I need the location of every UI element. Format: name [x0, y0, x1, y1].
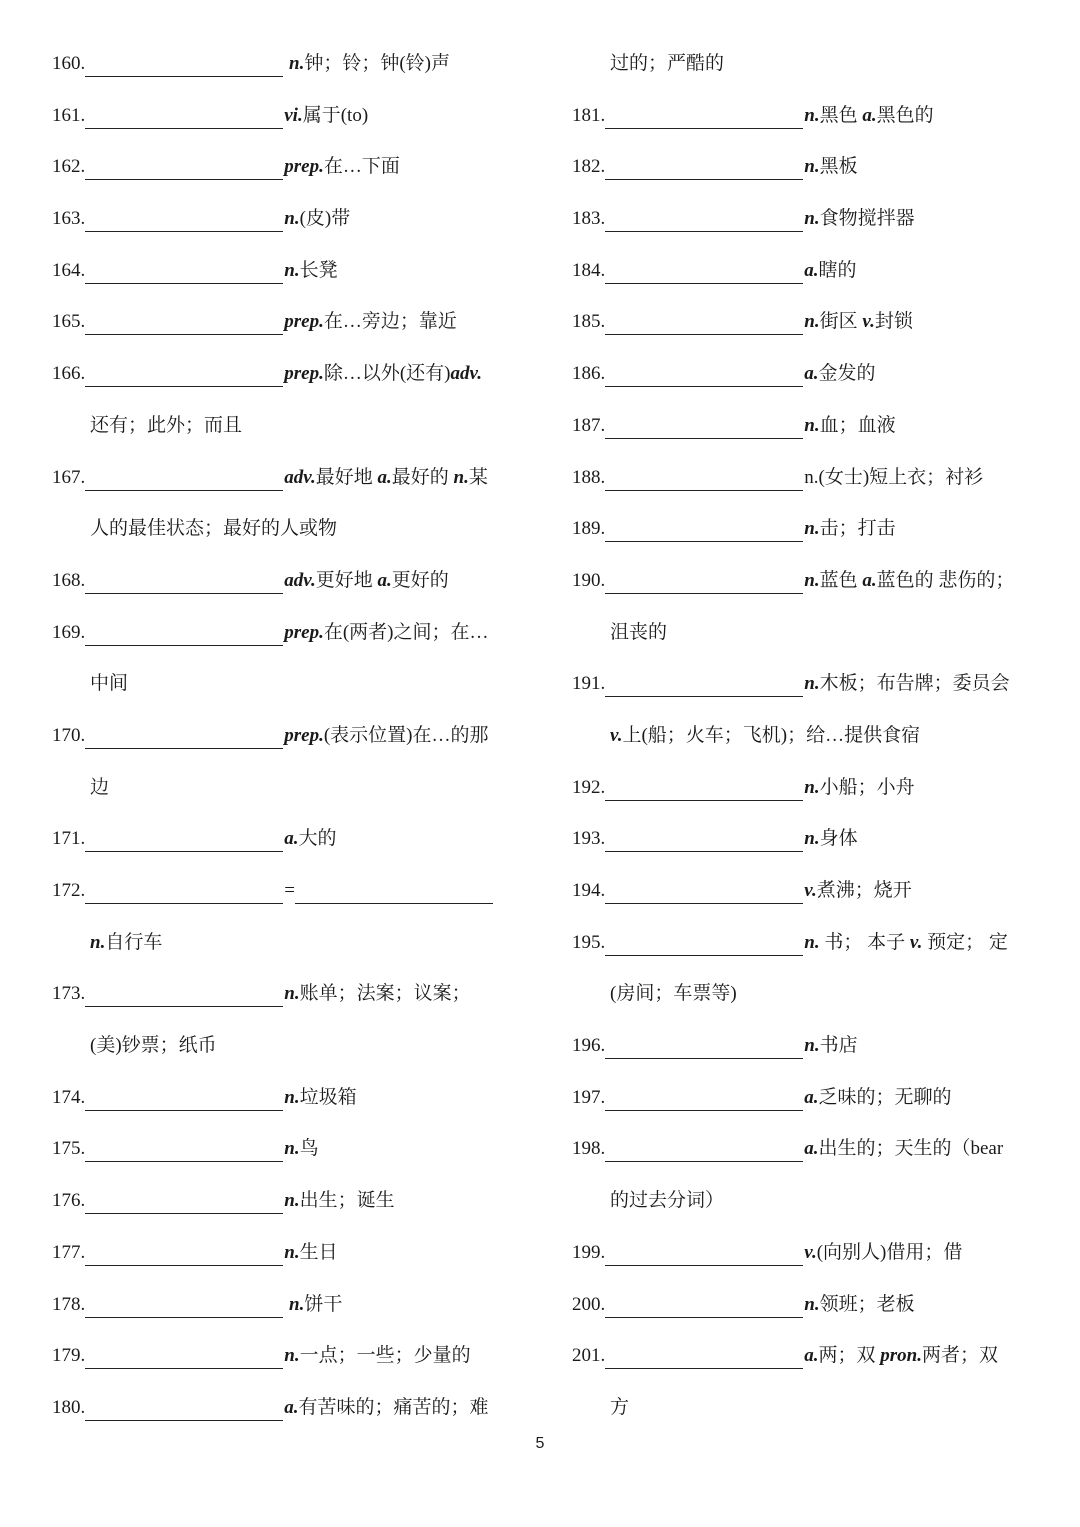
vocab-entry [52, 1279, 522, 1331]
answer-blank[interactable] [85, 98, 283, 129]
part-of-speech: prep. [284, 156, 324, 178]
vocab-entry [572, 296, 1042, 348]
definition-text: 长凳 [299, 259, 338, 281]
vocab-entry [572, 348, 1042, 400]
part-of-speech: prep. [284, 621, 324, 643]
entry-number: 200. [572, 1293, 606, 1315]
part-of-speech: n. [284, 983, 300, 1005]
answer-blank[interactable] [605, 770, 803, 801]
answer-blank[interactable] [85, 718, 283, 749]
definition-text: 钟；铃；钟(铃)声 [304, 53, 450, 74]
continuation-line [52, 400, 522, 452]
vocab-entry [572, 503, 1042, 555]
answer-blank[interactable] [85, 1390, 283, 1421]
vocab-entry [52, 555, 522, 607]
answer-blank[interactable] [605, 511, 803, 542]
continuation-line [572, 710, 1042, 762]
part-of-speech: adv. [450, 363, 482, 385]
definition-text: 鸟 [299, 1138, 319, 1160]
answer-blank[interactable] [605, 408, 803, 439]
definition-text: n.(女士)短上衣；衬衫 [804, 466, 984, 488]
answer-blank[interactable] [605, 666, 803, 697]
definition-text: 大的 [298, 828, 337, 850]
definition-text: 沮丧的 [610, 621, 668, 643]
answer-blank[interactable] [605, 925, 803, 956]
vocab-entry [572, 193, 1042, 245]
entry-number: 182. [572, 156, 606, 178]
vocab-entry [572, 1072, 1042, 1124]
vocab-entry [572, 245, 1042, 297]
entry-number: 181. [572, 104, 606, 126]
answer-blank[interactable] [85, 1183, 283, 1214]
definition-text: 一点；一些；少量的 [299, 1345, 471, 1367]
entry-number: 161. [52, 104, 86, 126]
definition-text: 两；双 [818, 1345, 881, 1367]
part-of-speech: prep. [284, 311, 324, 333]
entry-number: 196. [572, 1035, 606, 1057]
definition-text: 木板；布告牌；委员会 [819, 673, 1010, 695]
vocab-entry [52, 296, 522, 348]
definition-text: 煮沸；烧开 [816, 880, 912, 901]
entry-number: 176. [52, 1190, 86, 1212]
entry-number: 198. [572, 1138, 606, 1160]
vocab-entry [572, 1227, 1042, 1279]
answer-blank[interactable] [85, 1287, 283, 1318]
part-of-speech: v. [804, 880, 817, 901]
answer-blank[interactable] [605, 253, 803, 284]
continuation-line [52, 762, 522, 814]
equals-sign: = [284, 880, 295, 901]
vocab-entry [572, 1020, 1042, 1072]
answer-blank[interactable] [605, 1080, 803, 1111]
part-of-speech: n. [284, 1345, 300, 1367]
part-of-speech: n. [804, 828, 820, 850]
definition-text: 最好的 [391, 466, 454, 488]
vocab-entry [52, 813, 522, 865]
answer-blank[interactable] [85, 1080, 283, 1111]
vocab-entry [52, 865, 522, 917]
continuation-line [572, 968, 1042, 1020]
part-of-speech: n. [284, 1138, 300, 1160]
entry-number: 163. [52, 208, 86, 230]
entry-number: 201. [572, 1345, 606, 1367]
answer-blank[interactable] [605, 460, 803, 491]
entry-number: 187. [572, 414, 606, 436]
definition-text: (向别人)借用；借 [816, 1241, 963, 1263]
answer-blank[interactable] [605, 1235, 803, 1266]
entry-number: 165. [52, 311, 86, 333]
part-of-speech: a. [862, 569, 877, 591]
entry-number: 174. [52, 1086, 86, 1108]
answer-blank[interactable] [605, 821, 803, 852]
definition-text: 边 [90, 776, 110, 798]
entry-number: 167. [52, 466, 86, 488]
definition-text: 书店 [819, 1035, 858, 1057]
entry-number: 170. [52, 724, 86, 746]
part-of-speech: pron. [880, 1345, 922, 1367]
entry-number: 191. [572, 673, 606, 695]
part-of-speech: v. [862, 311, 875, 333]
answer-blank[interactable] [605, 149, 803, 180]
vocab-entry [52, 710, 522, 762]
definition-text: (皮)带 [299, 208, 351, 230]
entry-number: 183. [572, 208, 606, 230]
definition-text: 除…以外(还有) [323, 363, 451, 385]
part-of-speech: n. [90, 931, 106, 953]
part-of-speech: n. [804, 1035, 820, 1057]
entry-number: 188. [572, 466, 606, 488]
definition-text: 过的；严酷的 [610, 53, 725, 74]
part-of-speech: v. [610, 724, 623, 746]
answer-blank[interactable] [85, 356, 283, 387]
definition-text: 金发的 [818, 363, 876, 385]
part-of-speech: a. [862, 104, 877, 126]
vocab-entry [52, 607, 522, 659]
definition-text: 黑色 [819, 104, 863, 126]
vocab-entry [52, 452, 522, 504]
continuation-line [572, 1175, 1042, 1227]
definition-text: 瞎的 [818, 259, 857, 281]
entry-number: 180. [52, 1396, 86, 1418]
vocab-entry [52, 348, 522, 400]
part-of-speech: n. [804, 414, 820, 436]
answer-blank[interactable] [605, 98, 803, 129]
entry-number: 171. [52, 828, 86, 850]
vocab-entry [572, 762, 1042, 814]
answer-blank[interactable] [85, 1131, 283, 1162]
definition-text: 食物搅拌器 [819, 208, 915, 230]
entry-number: 169. [52, 621, 86, 643]
definition-text: 领班；老板 [819, 1293, 915, 1315]
definition-text: 在…下面 [323, 156, 400, 178]
entry-number: 193. [572, 828, 606, 850]
vocab-entry [572, 555, 1042, 607]
entry-number: 162. [52, 156, 86, 178]
part-of-speech: a. [377, 466, 392, 488]
definition-text: 中间 [90, 673, 129, 695]
answer-blank[interactable] [605, 1028, 803, 1059]
definition-text: 黑板 [819, 156, 858, 178]
part-of-speech: a. [804, 259, 819, 281]
answer-blank[interactable] [605, 356, 803, 387]
definition-text: 小船；小舟 [819, 776, 915, 798]
definition-text: 出生；诞生 [299, 1190, 395, 1212]
definition-text: 还有；此外；而且 [90, 414, 243, 436]
definition-text: 更好地 [315, 569, 378, 591]
vocab-entry [52, 1123, 522, 1175]
definition-text: 上(船；火车；飞机)；给…提供食宿 [622, 724, 921, 746]
entry-number: 185. [572, 311, 606, 333]
answer-blank[interactable] [85, 46, 283, 77]
answer-blank[interactable] [605, 304, 803, 335]
definition-text: 方 [610, 1396, 630, 1418]
part-of-speech: n. [284, 1241, 300, 1263]
vocab-entry [52, 90, 522, 142]
part-of-speech: a. [284, 828, 299, 850]
part-of-speech: n. [804, 569, 820, 591]
continuation-line [52, 658, 522, 710]
part-of-speech: n. [804, 1293, 820, 1315]
part-of-speech: n. [804, 311, 820, 333]
part-of-speech: n. [804, 776, 820, 798]
vocab-entry [52, 1072, 522, 1124]
vocab-entry [572, 865, 1042, 917]
vocab-entry [52, 968, 522, 1020]
vocab-entry [52, 1382, 522, 1434]
part-of-speech: n. [284, 1190, 300, 1212]
part-of-speech: v. [909, 931, 923, 953]
definition-text: 账单；法案；议案； [299, 983, 471, 1005]
vocab-entry [52, 38, 522, 90]
continuation-line [52, 503, 522, 555]
vocab-entry [52, 245, 522, 297]
answer-blank[interactable] [85, 615, 283, 646]
answer-blank[interactable] [605, 1338, 803, 1369]
answer-blank[interactable] [85, 149, 283, 180]
answer-blank[interactable] [85, 1235, 283, 1266]
vocab-entry [572, 400, 1042, 452]
definition-text: 的过去分词） [610, 1190, 725, 1212]
entry-number: 164. [52, 259, 86, 281]
definition-text: 垃圾箱 [299, 1086, 357, 1108]
entry-number: 160. [52, 53, 86, 74]
part-of-speech: n. [804, 931, 820, 953]
definition-text: 最好地 [315, 466, 378, 488]
continuation-line [572, 38, 1042, 90]
part-of-speech: n. [804, 156, 820, 178]
part-of-speech: adv. [284, 569, 316, 591]
answer-blank[interactable] [85, 460, 283, 491]
answer-blank[interactable] [605, 1287, 803, 1318]
part-of-speech: a. [804, 1086, 819, 1108]
definition-text: 蓝色 [819, 569, 863, 591]
definition-text: 在(两者)之间；在… [323, 621, 489, 643]
answer-blank[interactable] [85, 821, 283, 852]
part-of-speech: n. [804, 208, 820, 230]
entry-number: 195. [572, 931, 606, 953]
entry-number: 177. [52, 1241, 86, 1263]
definition-text: 街区 [819, 311, 863, 333]
definition-text: 两者；双 [921, 1345, 998, 1367]
entry-number: 189. [572, 518, 606, 540]
continuation-line [572, 607, 1042, 659]
definition-text: 封锁 [874, 311, 913, 333]
entry-number: 186. [572, 363, 606, 385]
part-of-speech: adv. [284, 466, 316, 488]
continuation-line [572, 1382, 1042, 1434]
continuation-line [52, 1020, 522, 1072]
part-of-speech: n. [284, 208, 300, 230]
vocab-entry [572, 917, 1042, 969]
entry-number: 178. [52, 1293, 86, 1315]
definition-text: 某 [468, 466, 488, 488]
vocab-entry [572, 813, 1042, 865]
vocab-entry [572, 1279, 1042, 1331]
vocab-entry [52, 1330, 522, 1382]
definition-text: 书； 本子 [819, 931, 910, 953]
vocab-entry [572, 1123, 1042, 1175]
part-of-speech: n. [284, 259, 300, 281]
answer-blank[interactable] [85, 304, 283, 335]
entry-number: 190. [572, 569, 606, 591]
part-of-speech: n. [804, 673, 820, 695]
vocab-entry [572, 1330, 1042, 1382]
definition-text: 人的最佳状态；最好的人或物 [90, 518, 338, 540]
answer-blank[interactable] [85, 253, 283, 284]
definition-text: 更好的 [391, 569, 449, 591]
answer-blank[interactable] [85, 1338, 283, 1369]
continuation-line [52, 917, 522, 969]
entry-number: 172. [52, 880, 86, 901]
answer-blank[interactable] [85, 873, 283, 904]
right-column [572, 38, 1042, 1434]
entry-number: 184. [572, 259, 606, 281]
answer-blank[interactable] [605, 1131, 803, 1162]
answer-blank[interactable] [85, 976, 283, 1007]
definition-text: 黑色的 [876, 104, 934, 126]
definition-text: 身体 [819, 828, 858, 850]
part-of-speech: a. [804, 363, 819, 385]
answer-blank[interactable] [85, 201, 283, 232]
part-of-speech: a. [377, 569, 392, 591]
vocab-entry [572, 452, 1042, 504]
entry-number: 179. [52, 1345, 86, 1367]
part-of-speech: prep. [284, 724, 324, 746]
definition-text: 血；血液 [819, 414, 896, 436]
part-of-speech: vi. [284, 104, 303, 126]
answer-blank-2[interactable] [295, 873, 493, 904]
part-of-speech: n. [284, 53, 305, 74]
definition-text: 饼干 [304, 1293, 343, 1315]
answer-blank[interactable] [605, 201, 803, 232]
definition-text: 蓝色的 悲伤的； [876, 569, 1015, 591]
definition-text: 属于(to) [302, 104, 369, 126]
entry-number: 199. [572, 1241, 606, 1263]
answer-blank[interactable] [605, 873, 803, 904]
vocab-entry [572, 141, 1042, 193]
definition-text: (表示位置)在…的那 [323, 724, 489, 746]
entry-number: 192. [572, 776, 606, 798]
entry-number: 197. [572, 1086, 606, 1108]
entry-number: 168. [52, 569, 86, 591]
vocab-entry [572, 90, 1042, 142]
page-number: 5 [535, 1435, 545, 1452]
entry-number: 173. [52, 983, 86, 1005]
part-of-speech: v. [804, 1241, 817, 1263]
vocab-entry [52, 193, 522, 245]
definition-text: (房间；车票等) [610, 983, 737, 1005]
part-of-speech: n. [804, 518, 820, 540]
entry-number: 194. [572, 880, 606, 901]
entry-number: 166. [52, 363, 86, 385]
vocab-entry [52, 1175, 522, 1227]
definition-text: 出生的；天生的（bear [818, 1138, 1004, 1160]
vocab-entry [572, 658, 1042, 710]
part-of-speech: n. [804, 104, 820, 126]
entry-number: 175. [52, 1138, 86, 1160]
definition-text: 生日 [299, 1241, 338, 1263]
part-of-speech: n. [284, 1086, 300, 1108]
definition-text: 击；打击 [819, 518, 896, 540]
definition-text: 自行车 [105, 931, 163, 953]
definition-text: 预定； 定 [922, 931, 1008, 953]
part-of-speech: prep. [284, 363, 324, 385]
definition-text: 有苦味的；痛苦的；难 [298, 1396, 489, 1418]
definition-text: 乏味的；无聊的 [818, 1086, 952, 1108]
part-of-speech: n. [453, 466, 469, 488]
part-of-speech: a. [284, 1396, 299, 1418]
left-column [52, 38, 522, 1434]
definition-text: (美)钞票；纸币 [90, 1035, 217, 1057]
part-of-speech: a. [804, 1138, 819, 1160]
vocab-entry [52, 141, 522, 193]
part-of-speech: n. [284, 1293, 305, 1315]
answer-blank[interactable] [605, 563, 803, 594]
answer-blank[interactable] [85, 563, 283, 594]
definition-text: 在…旁边；靠近 [323, 311, 457, 333]
part-of-speech: a. [804, 1345, 819, 1367]
vocab-entry [52, 1227, 522, 1279]
